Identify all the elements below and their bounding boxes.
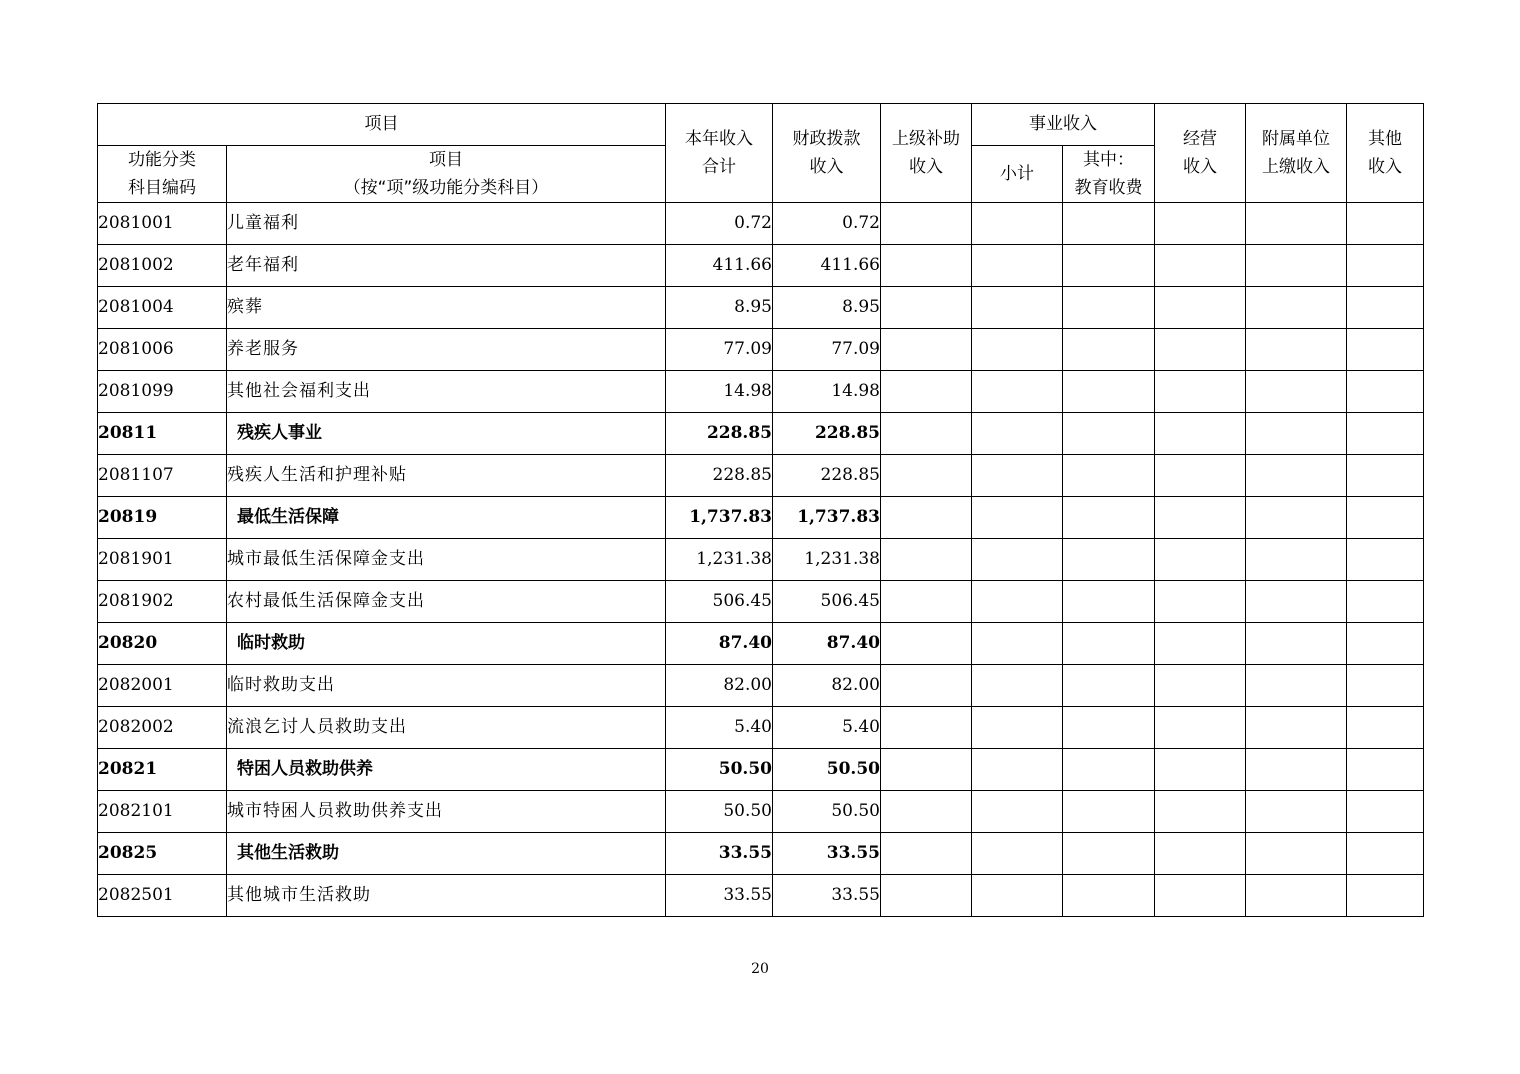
header-business bbox=[1155, 104, 1246, 203]
row-career-edu bbox=[1063, 875, 1155, 917]
row-total: 33.55 bbox=[666, 833, 773, 875]
row-fiscal: 33.55 bbox=[773, 875, 881, 917]
row-code: 2081004 bbox=[98, 287, 227, 329]
row-total: 0.72 bbox=[666, 203, 773, 245]
row-fiscal: 77.09 bbox=[773, 329, 881, 371]
row-business bbox=[1155, 455, 1246, 497]
row-business bbox=[1155, 371, 1246, 413]
row-career-subtotal bbox=[972, 833, 1063, 875]
table-row bbox=[98, 707, 1424, 749]
row-fiscal: 1,231.38 bbox=[773, 539, 881, 581]
table-row bbox=[98, 497, 1424, 539]
row-other bbox=[1347, 371, 1424, 413]
table-row bbox=[98, 287, 1424, 329]
row-subsidy bbox=[881, 203, 972, 245]
table-row bbox=[98, 413, 1424, 455]
row-career-edu bbox=[1063, 707, 1155, 749]
row-code: 2081902 bbox=[98, 581, 227, 623]
table-row bbox=[98, 581, 1424, 623]
row-business bbox=[1155, 497, 1246, 539]
header-code-line1: 功能分类 bbox=[128, 150, 196, 170]
row-affiliate bbox=[1246, 791, 1347, 833]
row-code: 2082001 bbox=[98, 665, 227, 707]
row-subsidy bbox=[881, 413, 972, 455]
header-business-line2: 收入 bbox=[1183, 157, 1217, 177]
table-row bbox=[98, 245, 1424, 287]
header-subsidy-line2: 收入 bbox=[909, 157, 943, 177]
row-code: 20820 bbox=[98, 623, 227, 665]
row-affiliate bbox=[1246, 455, 1347, 497]
header-career-subtotal: 小计 bbox=[972, 146, 1063, 203]
row-business bbox=[1155, 791, 1246, 833]
row-other bbox=[1347, 833, 1424, 875]
row-subsidy bbox=[881, 623, 972, 665]
row-total: 228.85 bbox=[666, 455, 773, 497]
row-career-subtotal bbox=[972, 581, 1063, 623]
row-other bbox=[1347, 791, 1424, 833]
row-affiliate bbox=[1246, 665, 1347, 707]
row-name: 殡葬 bbox=[227, 287, 666, 329]
header-total-line1: 本年收入 bbox=[685, 129, 753, 149]
row-business bbox=[1155, 875, 1246, 917]
row-affiliate bbox=[1246, 581, 1347, 623]
row-total: 50.50 bbox=[666, 749, 773, 791]
table-row bbox=[98, 203, 1424, 245]
row-name: 流浪乞讨人员救助支出 bbox=[227, 707, 666, 749]
header-total bbox=[666, 104, 773, 203]
table-row bbox=[98, 539, 1424, 581]
row-fiscal: 228.85 bbox=[773, 455, 881, 497]
row-code: 2081901 bbox=[98, 539, 227, 581]
table-row bbox=[98, 329, 1424, 371]
row-fiscal: 228.85 bbox=[773, 413, 881, 455]
row-fiscal: 50.50 bbox=[773, 791, 881, 833]
table-row bbox=[98, 875, 1424, 917]
row-name: 养老服务 bbox=[227, 329, 666, 371]
row-code: 20811 bbox=[98, 413, 227, 455]
header-total-line2: 合计 bbox=[702, 157, 736, 177]
row-name: 其他社会福利支出 bbox=[227, 371, 666, 413]
page-number: 20 bbox=[751, 961, 769, 977]
row-subsidy bbox=[881, 665, 972, 707]
row-career-edu bbox=[1063, 665, 1155, 707]
row-career-edu bbox=[1063, 833, 1155, 875]
row-name: 最低生活保障 bbox=[227, 497, 666, 539]
header-other-line2: 收入 bbox=[1368, 157, 1402, 177]
row-other bbox=[1347, 497, 1424, 539]
row-affiliate bbox=[1246, 413, 1347, 455]
row-total: 82.00 bbox=[666, 665, 773, 707]
row-career-edu bbox=[1063, 371, 1155, 413]
header-affiliate bbox=[1246, 104, 1347, 203]
row-total: 411.66 bbox=[666, 245, 773, 287]
table-row bbox=[98, 623, 1424, 665]
row-other bbox=[1347, 581, 1424, 623]
row-fiscal: 33.55 bbox=[773, 833, 881, 875]
row-business bbox=[1155, 413, 1246, 455]
row-total: 1,231.38 bbox=[666, 539, 773, 581]
row-total: 1,737.83 bbox=[666, 497, 773, 539]
row-name: 其他生活救助 bbox=[227, 833, 666, 875]
row-code: 2081006 bbox=[98, 329, 227, 371]
row-name: 残疾人事业 bbox=[227, 413, 666, 455]
row-name: 儿童福利 bbox=[227, 203, 666, 245]
row-affiliate bbox=[1246, 707, 1347, 749]
row-name: 特困人员救助供养 bbox=[227, 749, 666, 791]
header-career: 事业收入 bbox=[972, 104, 1155, 146]
row-subsidy bbox=[881, 707, 972, 749]
row-fiscal: 87.40 bbox=[773, 623, 881, 665]
row-fiscal: 82.00 bbox=[773, 665, 881, 707]
row-total: 87.40 bbox=[666, 623, 773, 665]
row-career-subtotal bbox=[972, 623, 1063, 665]
row-business bbox=[1155, 287, 1246, 329]
row-code: 20825 bbox=[98, 833, 227, 875]
row-affiliate bbox=[1246, 749, 1347, 791]
row-name: 城市最低生活保障金支出 bbox=[227, 539, 666, 581]
row-code: 2081099 bbox=[98, 371, 227, 413]
row-code: 2082002 bbox=[98, 707, 227, 749]
header-other bbox=[1347, 104, 1424, 203]
row-name: 城市特困人员救助供养支出 bbox=[227, 791, 666, 833]
table-body bbox=[98, 203, 1424, 917]
row-total: 228.85 bbox=[666, 413, 773, 455]
header-name-line1: 项目 bbox=[429, 150, 463, 170]
table-row bbox=[98, 371, 1424, 413]
header-code bbox=[98, 146, 227, 203]
row-career-subtotal bbox=[972, 413, 1063, 455]
header-fiscal-line2: 收入 bbox=[809, 157, 844, 177]
row-business bbox=[1155, 245, 1246, 287]
row-name: 老年福利 bbox=[227, 245, 666, 287]
header-career-edu-line2: 教育收费 bbox=[1074, 178, 1143, 198]
row-business bbox=[1155, 749, 1246, 791]
row-other bbox=[1347, 329, 1424, 371]
row-career-edu bbox=[1063, 497, 1155, 539]
row-career-edu bbox=[1063, 791, 1155, 833]
row-career-edu bbox=[1063, 539, 1155, 581]
row-affiliate bbox=[1246, 833, 1347, 875]
row-other bbox=[1347, 413, 1424, 455]
row-affiliate bbox=[1246, 875, 1347, 917]
row-total: 50.50 bbox=[666, 791, 773, 833]
header-subsidy-line1: 上级补助 bbox=[892, 129, 960, 149]
row-career-edu bbox=[1063, 581, 1155, 623]
row-fiscal: 1,737.83 bbox=[773, 497, 881, 539]
row-other bbox=[1347, 707, 1424, 749]
row-business bbox=[1155, 539, 1246, 581]
row-subsidy bbox=[881, 539, 972, 581]
row-fiscal: 5.40 bbox=[773, 707, 881, 749]
row-fiscal: 8.95 bbox=[773, 287, 881, 329]
header-fiscal bbox=[773, 104, 881, 203]
row-other bbox=[1347, 749, 1424, 791]
row-career-subtotal bbox=[972, 665, 1063, 707]
row-name: 临时救助支出 bbox=[227, 665, 666, 707]
row-business bbox=[1155, 707, 1246, 749]
header-name bbox=[227, 146, 666, 203]
row-career-edu bbox=[1063, 749, 1155, 791]
row-name: 残疾人生活和护理补贴 bbox=[227, 455, 666, 497]
row-business bbox=[1155, 833, 1246, 875]
table-row bbox=[98, 791, 1424, 833]
row-other bbox=[1347, 287, 1424, 329]
row-business bbox=[1155, 203, 1246, 245]
row-career-edu bbox=[1063, 287, 1155, 329]
row-career-subtotal bbox=[972, 791, 1063, 833]
row-total: 14.98 bbox=[666, 371, 773, 413]
row-total: 33.55 bbox=[666, 875, 773, 917]
row-career-edu bbox=[1063, 329, 1155, 371]
row-other bbox=[1347, 623, 1424, 665]
row-code: 2081002 bbox=[98, 245, 227, 287]
row-total: 8.95 bbox=[666, 287, 773, 329]
row-other bbox=[1347, 539, 1424, 581]
row-career-subtotal bbox=[972, 539, 1063, 581]
header-item: 项目 bbox=[98, 104, 666, 146]
row-other bbox=[1347, 875, 1424, 917]
income-table bbox=[97, 103, 1424, 917]
row-fiscal: 50.50 bbox=[773, 749, 881, 791]
row-other bbox=[1347, 245, 1424, 287]
row-subsidy bbox=[881, 245, 972, 287]
row-career-edu bbox=[1063, 203, 1155, 245]
row-affiliate bbox=[1246, 371, 1347, 413]
row-other bbox=[1347, 665, 1424, 707]
row-career-subtotal bbox=[972, 371, 1063, 413]
row-business bbox=[1155, 581, 1246, 623]
row-affiliate bbox=[1246, 203, 1347, 245]
row-career-edu bbox=[1063, 623, 1155, 665]
row-subsidy bbox=[881, 497, 972, 539]
row-code: 20819 bbox=[98, 497, 227, 539]
row-name: 临时救助 bbox=[227, 623, 666, 665]
row-career-subtotal bbox=[972, 203, 1063, 245]
header-business-line1: 经营 bbox=[1183, 129, 1217, 149]
row-subsidy bbox=[881, 749, 972, 791]
row-affiliate bbox=[1246, 539, 1347, 581]
row-career-subtotal bbox=[972, 497, 1063, 539]
row-subsidy bbox=[881, 371, 972, 413]
header-affiliate-line1: 附属单位 bbox=[1262, 129, 1330, 149]
table-row bbox=[98, 749, 1424, 791]
row-fiscal: 0.72 bbox=[773, 203, 881, 245]
row-total: 5.40 bbox=[666, 707, 773, 749]
row-career-subtotal bbox=[972, 875, 1063, 917]
header-code-line2: 科目编码 bbox=[128, 178, 196, 198]
header-name-line2: （按“项”级功能分类科目） bbox=[343, 178, 549, 198]
row-career-subtotal bbox=[972, 455, 1063, 497]
row-subsidy bbox=[881, 791, 972, 833]
row-affiliate bbox=[1246, 623, 1347, 665]
row-subsidy bbox=[881, 833, 972, 875]
row-subsidy bbox=[881, 287, 972, 329]
row-affiliate bbox=[1246, 497, 1347, 539]
row-fiscal: 411.66 bbox=[773, 245, 881, 287]
row-business bbox=[1155, 623, 1246, 665]
row-code: 2081001 bbox=[98, 203, 227, 245]
header-subsidy bbox=[881, 104, 972, 203]
row-fiscal: 14.98 bbox=[773, 371, 881, 413]
row-other bbox=[1347, 203, 1424, 245]
header-career-edu-line1: 其中： bbox=[1083, 150, 1134, 170]
row-code: 2081107 bbox=[98, 455, 227, 497]
row-affiliate bbox=[1246, 287, 1347, 329]
header-affiliate-line2: 上缴收入 bbox=[1262, 157, 1330, 177]
row-subsidy bbox=[881, 875, 972, 917]
table-row bbox=[98, 455, 1424, 497]
row-code: 2082101 bbox=[98, 791, 227, 833]
header-fiscal-line1: 财政拨款 bbox=[792, 129, 861, 149]
row-other bbox=[1347, 455, 1424, 497]
row-name: 农村最低生活保障金支出 bbox=[227, 581, 666, 623]
row-subsidy bbox=[881, 329, 972, 371]
row-name: 其他城市生活救助 bbox=[227, 875, 666, 917]
row-subsidy bbox=[881, 455, 972, 497]
row-career-edu bbox=[1063, 413, 1155, 455]
row-career-subtotal bbox=[972, 707, 1063, 749]
table-row bbox=[98, 665, 1424, 707]
row-code: 2082501 bbox=[98, 875, 227, 917]
row-career-subtotal bbox=[972, 287, 1063, 329]
table-row bbox=[98, 833, 1424, 875]
table-header bbox=[98, 104, 1424, 203]
row-career-edu bbox=[1063, 455, 1155, 497]
row-career-subtotal bbox=[972, 245, 1063, 287]
row-total: 77.09 bbox=[666, 329, 773, 371]
row-code: 20821 bbox=[98, 749, 227, 791]
row-career-edu bbox=[1063, 245, 1155, 287]
row-total: 506.45 bbox=[666, 581, 773, 623]
row-affiliate bbox=[1246, 245, 1347, 287]
row-business bbox=[1155, 665, 1246, 707]
row-subsidy bbox=[881, 581, 972, 623]
row-affiliate bbox=[1246, 329, 1347, 371]
header-career-edu bbox=[1063, 146, 1155, 203]
row-fiscal: 506.45 bbox=[773, 581, 881, 623]
row-career-subtotal bbox=[972, 749, 1063, 791]
row-business bbox=[1155, 329, 1246, 371]
row-career-subtotal bbox=[972, 329, 1063, 371]
header-other-line1: 其他 bbox=[1368, 129, 1402, 149]
